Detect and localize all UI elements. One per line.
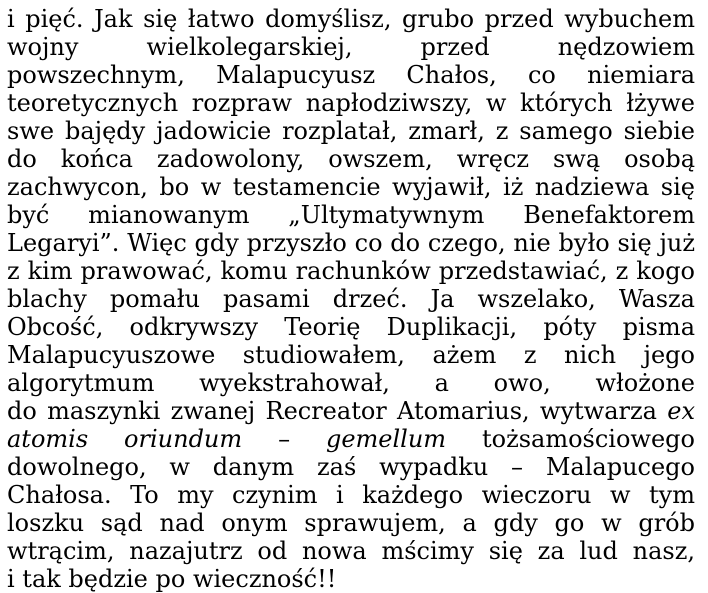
text-line-4: teoretycznych rozpraw napłodziwszy, w których łżywe: [7, 89, 695, 117]
text-line-2: wojny wielkolegarskiej, przed nędzowiem: [7, 33, 695, 61]
text-line-9: Legaryi”. Więc gdy przyszło co do czego, nie było się już: [7, 229, 695, 257]
text-tozsamosciowego: tożsamościowego: [481, 425, 695, 453]
text-line-1: i pięć. Jak się łatwo domyślisz, grubo przed wybuchem: [7, 5, 695, 33]
text-line-14: algorytmum wyekstrahował, a owo, włożone: [7, 369, 695, 397]
italic-ex: ex: [667, 397, 695, 425]
text-line-12: Obcość, odkrywszy Teorię Duplikacji, póty pisma: [7, 313, 695, 341]
text-line-3: powszechnym, Malapucyusz Chałos, co niemiara: [7, 61, 695, 89]
text-line-10: z kim prawować, komu rachunków przedstawiać, z kogo: [7, 257, 695, 285]
text-line-19: loszku sąd nad onym sprawujem, a gdy go w grób: [7, 509, 695, 537]
text-line-15: [7, 397, 695, 425]
italic-atomis-oriundum: atomis oriundum: [7, 425, 243, 453]
text-line-15-main: do maszynki zwanej Recreator Atomarius, wytwarza: [7, 397, 657, 425]
text-line-5: swe bajędy jadowicie rozplatał, zmarł, z samego siebie: [7, 117, 695, 145]
text-line-6: do końca zadowolony, owszem, wręcz swą osobą: [7, 145, 695, 173]
text-line-17: dowolnego, w danym zaś wypadku – Malapucego: [7, 453, 695, 481]
dash: –: [278, 425, 291, 453]
text-line-13: Malapucyuszowe studiowałem, ażem z nich jego: [7, 341, 695, 369]
text-line-20: wtrącim, nazajutrz od nowa mścimy się za lud nasz,: [7, 537, 695, 565]
italic-gemellum: gemellum: [325, 425, 447, 453]
text-line-21: i tak będzie po wieczność!!: [7, 565, 337, 593]
text-line-18: Chałosa. To my czynim i każdego wieczoru w tym: [7, 481, 695, 509]
text-line-16: [7, 425, 695, 453]
text-line-7: zachwycon, bo w testamencie wyjawił, iż nadziewa się: [7, 173, 695, 201]
text-line-11: blachy pomału pasami drzeć. Ja wszelako, Wasza: [7, 285, 695, 313]
text-line-8: być mianowanym „Ultymatywnym Benefaktorem: [7, 201, 695, 229]
